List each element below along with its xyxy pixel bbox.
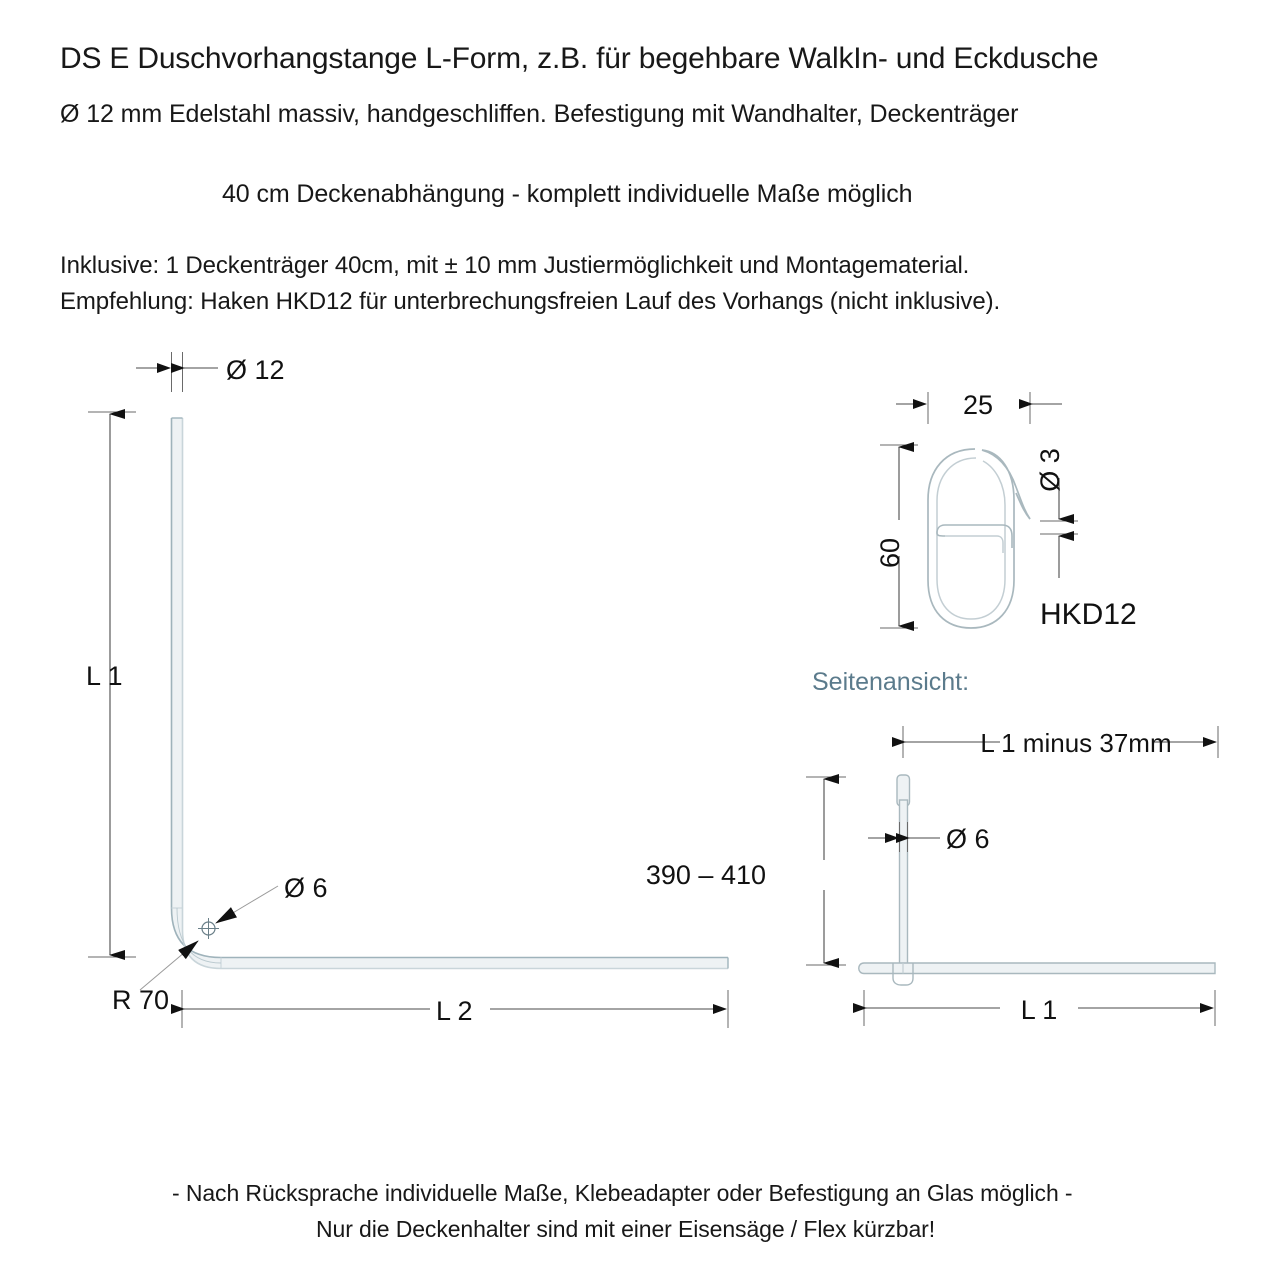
footer-line-1: - Nach Rücksprache individuelle Maße, Klebeadapter oder Befestigung an Glas möglich - [172, 1180, 1073, 1206]
hole-leader-line [216, 886, 278, 923]
drop-height-dimension [646, 777, 846, 965]
page-subtitle: Ø 12 mm Edelstahl massiv, handgeschliffen. Befestigung mit Wandhalter, Deckenträger [60, 100, 1019, 128]
inclusive-line-2: Empfehlung: Haken HKD12 für unterbrechungsfreien Lauf des Vorhangs (nicht inklusive). [60, 288, 1001, 315]
inclusive-line-1: Inklusive: 1 Deckenträger 40cm, mit ± 10 mm Justiermöglichkeit und Montagematerial. [60, 252, 970, 279]
top-length-dimension [903, 726, 1218, 758]
hook-tab-lower [945, 536, 1003, 553]
footer-line-2: Nur die Deckenhalter sind mit einer Eisensäge / Flex kürzbar! [316, 1216, 936, 1242]
hook-width-dimension [896, 390, 1062, 424]
page-title: DS E Duschvorhangstange L-Form, z.B. für begehbare WalkIn- und Eckdusche [60, 42, 1099, 75]
hook-wire-diameter-dimension [1035, 448, 1078, 578]
drop-rod [900, 800, 908, 965]
ceiling-drop-note: 40 cm Deckenabhängung - komplett individuelle Maße möglich [222, 180, 913, 208]
length-l1-dimension [86, 412, 136, 957]
bend-radius-callout [112, 941, 198, 1015]
hook-wire-diameter-label: Ø 3 [1035, 448, 1065, 492]
rod-body-fill [172, 418, 729, 969]
rod-outer-contour [172, 418, 729, 958]
main-rod-assembly [172, 418, 729, 969]
side-view-assembly [859, 775, 1215, 985]
radius-leader-line [140, 941, 198, 990]
side-view-rod-diameter-label: Ø 6 [946, 824, 990, 854]
hole-diameter-label: Ø 6 [284, 873, 328, 903]
hook-hkd12-drawing [928, 449, 1030, 628]
hook-inner-contour [937, 458, 1005, 619]
side-view-length-label: L 1 [1020, 995, 1058, 1025]
diameter-12-dimension [136, 352, 285, 392]
side-view-rod-diameter-dimension [868, 822, 990, 854]
hook-height-label: 60 [875, 537, 905, 569]
hook-width-label: 25 [963, 390, 994, 420]
diameter-12-label: Ø 12 [226, 355, 285, 385]
drop-height-label: 390 – 410 [645, 860, 766, 890]
length-l2-dimension [182, 990, 728, 1028]
side-view-length-dimension [864, 990, 1215, 1026]
length-l2-label: L 2 [436, 996, 473, 1026]
hook-part-name-label: HKD12 [1040, 598, 1137, 631]
top-length-label: L 1 minus 37mm [980, 728, 1172, 758]
hook-tab-root [937, 525, 945, 536]
bend-radius-label: R 70 [112, 985, 170, 1015]
side-view-horizontal-rod [859, 963, 1215, 974]
hook-height-dimension [875, 445, 918, 628]
side-view-label: Seitenansicht: [812, 668, 970, 696]
length-l1-label: L 1 [86, 661, 123, 691]
hole-diameter-6-callout [198, 873, 328, 939]
